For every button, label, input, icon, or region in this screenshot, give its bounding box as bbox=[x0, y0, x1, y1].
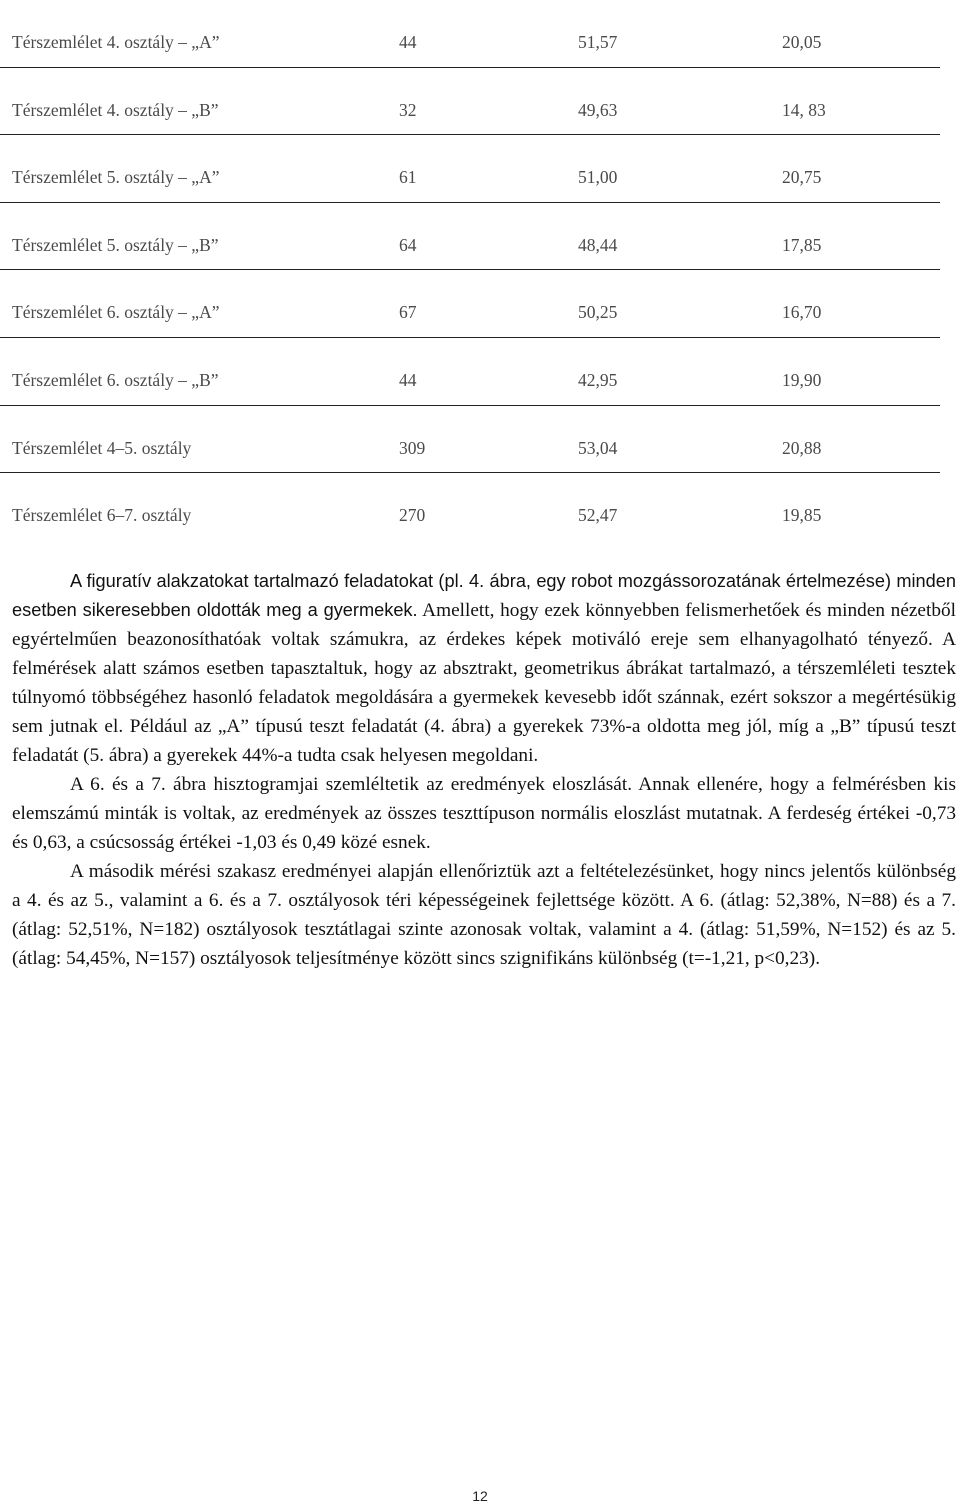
row-n: 44 bbox=[399, 369, 417, 390]
page-number: 12 bbox=[472, 1488, 488, 1504]
row-sd: 19,85 bbox=[782, 505, 822, 526]
row-sd: 14, 83 bbox=[782, 99, 826, 120]
row-mean: 49,63 bbox=[578, 99, 618, 120]
table-row bbox=[0, 473, 940, 541]
row-n: 309 bbox=[399, 437, 426, 458]
row-mean: 51,00 bbox=[578, 167, 618, 188]
row-label: Térszemlélet 6. osztály – „B” bbox=[12, 369, 219, 390]
row-n: 270 bbox=[399, 505, 426, 526]
row-label: Térszemlélet 4–5. osztály bbox=[12, 437, 192, 458]
table-row bbox=[0, 0, 940, 68]
row-n: 64 bbox=[399, 234, 417, 255]
table-row bbox=[0, 203, 940, 271]
row-label: Térszemlélet 4. osztály – „B” bbox=[12, 99, 219, 120]
paragraph-second-phase: A második mérési szakasz eredményei alapján ellenőriztük azt a feltételezésünket, hogy nincs jelentős különbség a 4. és az 5., valamint a 6. és a 7. osztályosok téri képességeinek fejlettsége között. A 6. (átlag: 52,38%, N=88) és a 7. (átlag: 52,51%, N=182) osztályosok tesztátlagai szinte azonosak voltak, valamint a 4. (átlag: 51,59%, N=152) és az 5. (átlag: 54,45%, N=157) osztályosok teljesítménye között sincs szignifikáns különbség (t=-1,21, p<0,23). bbox=[12, 861, 956, 969]
row-label: Térszemlélet 5. osztály – „B” bbox=[12, 234, 219, 255]
row-n: 67 bbox=[399, 302, 417, 323]
row-n: 61 bbox=[399, 167, 417, 188]
paragraph-figurative-serif: Amellett, hogy ezek könnyebben felismerhetőek és minden nézetből egyértelműen beazonosíthatóak voltak számukra, az érdekes képek motiváló ereje sem elhanyagolható tényező. A felmérések alatt számos esetben tapasztaltuk, hogy az absztrakt, geometrikus ábrákat tartalmazó, a térszemléleti tesztek túlnyomó többségéhez hasonló feladatok megoldására a gyermekek kevesebb időt szánnak, ezért sokszor a megértésükig sem jutnak el. Például az „A” típusú teszt feladatát (4. ábra) a gyerekek 73%-a oldotta meg jól, míg a „B” típusú teszt feladatát (5. ábra) a gyerekek 44%-a tudta csak helyesen megoldani. bbox=[12, 600, 956, 766]
row-label: Térszemlélet 6–7. osztály bbox=[12, 505, 192, 526]
row-label: Térszemlélet 6. osztály – „A” bbox=[12, 302, 220, 323]
row-mean: 48,44 bbox=[578, 234, 618, 255]
row-sd: 17,85 bbox=[782, 234, 822, 255]
table-row bbox=[0, 406, 940, 474]
table-row bbox=[0, 135, 940, 203]
paragraph-figurative bbox=[12, 567, 956, 770]
row-mean: 50,25 bbox=[578, 302, 618, 323]
row-sd: 16,70 bbox=[782, 302, 822, 323]
row-n: 44 bbox=[399, 32, 417, 52]
body-text bbox=[12, 567, 956, 973]
table-row bbox=[0, 270, 940, 338]
paragraph-figurative-sans: A figuratív alakzatokat tartalmazó feladatokat (pl. 4. ábra, egy robot mozgássorozatának értelmezése) minden esetben sikeresebben oldották meg a gyermekek. bbox=[12, 571, 956, 620]
row-sd: 20,75 bbox=[782, 167, 822, 188]
row-mean: 52,47 bbox=[578, 505, 618, 526]
row-n: 32 bbox=[399, 99, 417, 120]
table-row bbox=[0, 68, 940, 136]
row-mean: 51,57 bbox=[578, 32, 618, 52]
table-row bbox=[0, 338, 940, 406]
row-label: Térszemlélet 4. osztály – „A” bbox=[12, 32, 220, 52]
row-sd: 19,90 bbox=[782, 369, 822, 390]
results-table bbox=[0, 0, 940, 541]
row-sd: 20,88 bbox=[782, 437, 822, 458]
row-mean: 53,04 bbox=[578, 437, 618, 458]
row-sd: 20,05 bbox=[782, 32, 822, 52]
paragraph-histograms: A 6. és a 7. ábra hisztogramjai szemléltetik az eredmények eloszlását. Annak ellenére, hogy a felmérésben kis elemszámú minták is voltak, az eredmények az összes teszttípuson normális eloszlást mutatnak. A ferdeség értékei -0,73 és 0,63, a csúcsosság értékei -1,03 és 0,49 közé esnek. bbox=[12, 774, 956, 853]
row-label: Térszemlélet 5. osztály – „A” bbox=[12, 167, 220, 188]
row-mean: 42,95 bbox=[578, 369, 618, 390]
